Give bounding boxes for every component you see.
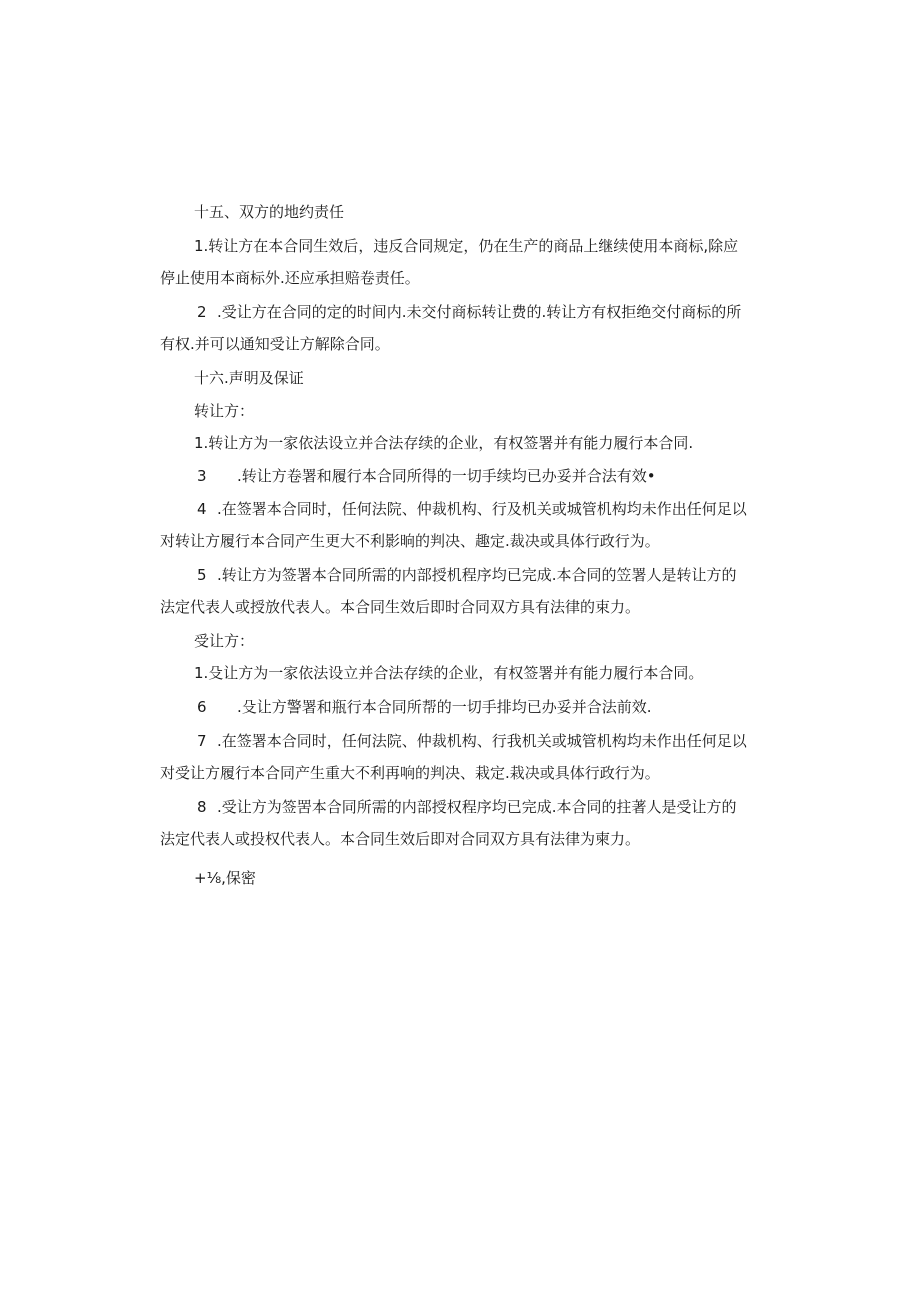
transferee-item-8-line-1: [197, 797, 737, 817]
transferor-item-1: 1.转让方为一家依法设立并合法存续的企业，有权签署并有能力履行本合同.: [194, 434, 694, 452]
transferor-item-4-line-1: [197, 499, 747, 519]
item-text: .受让方为签罟本合同所需的内部授权程序均已完成.本合同的拄著人是受让方的: [217, 798, 737, 816]
item-number: 2: [197, 303, 207, 321]
section-15-heading: 十五、双方的地约责任: [194, 203, 345, 221]
item-number: 5: [197, 566, 207, 584]
section-15-item-2-line-2: 有权.并可以通知受让方解除合同。: [160, 335, 390, 353]
section-16-heading: 十六.声明及保证: [194, 369, 304, 387]
item-number: 3: [197, 467, 207, 485]
section-17-heading: +⅛,保密: [194, 869, 256, 887]
item-text: .在签署本合同时，任何法院、仲裁机构、行及机关或城管机构均未作出任何足以: [217, 500, 747, 518]
transferee-item-8-line-2: 法定代表人或投权代表人。本合同生效后即对合同双方具有法律为柬力。: [160, 830, 641, 848]
transferee-item-7-line-1: [197, 731, 747, 751]
item-text: .殳让方警署和瓶行本合同所帮的一切手排均已办妥并合法前效.: [237, 698, 652, 716]
section-15-item-1-line-1: 1.转让方在本合同生效后，违反合同规定，仍在生产的商品上继续使用本商标,除应: [194, 237, 739, 255]
transferee-item-1: 1.殳让方为一家依法设立并合法存续的企业，有权签署并有能力履行本合同。: [194, 664, 704, 682]
item-number: 4: [197, 500, 207, 518]
section-15-item-1-line-2: 停止使用本商标外.还应承担赔卷责任。: [160, 269, 420, 287]
item-number: 6: [197, 698, 207, 716]
transferor-item-5-line-1: [197, 565, 737, 585]
transferor-item-5-line-2: 法定代表人或授放代表人。本合同生效后即时合同双方具有法律的束力。: [160, 598, 641, 616]
item-text: .转让方卷署和履行本合同所得的一切手续均已办妥并合法有效•: [237, 467, 656, 485]
item-text: .转让方为签署本合同所需的内部授机程序均已完成.本合同的笠署人是转让方的: [217, 566, 737, 584]
transferor-item-4-line-2: 对转让方履行本合同产生更大不利影晌的判决、趣定.裁决或具体行政行为。: [160, 532, 660, 550]
item-number: 7: [197, 732, 207, 750]
transferee-label: 受让方：: [194, 632, 255, 650]
item-text: .在签署本合同时，任何法院、仲裁机构、行我机关或城管机构均未作出任何足以: [217, 732, 747, 750]
transferee-item-7-line-2: 对受让方履行本合同产生重大不利再响的判决、栽定.栽决或具体行政行为。: [160, 764, 660, 782]
transferor-label: 转让方：: [194, 402, 255, 420]
section-15-item-2-line-1: [197, 302, 741, 322]
transferee-item-6: [197, 697, 652, 717]
item-number: 8: [197, 798, 207, 816]
item-text: .受让方在合同的定的时间内.未交付商标转让费的.转让方有权拒绝交付商标的所: [217, 303, 742, 321]
transferor-item-3: [197, 466, 656, 486]
